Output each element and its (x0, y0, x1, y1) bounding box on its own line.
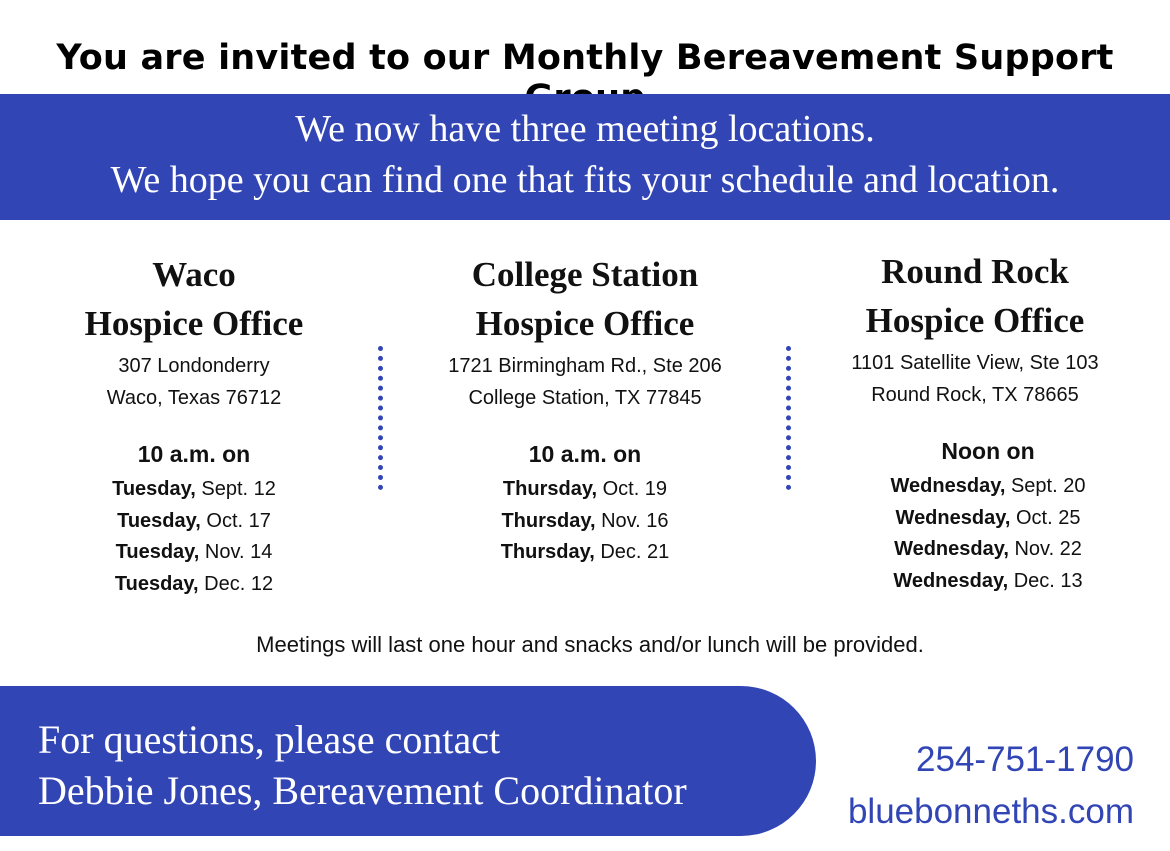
page-title: You are invited to our Monthly Bereavement Support (56, 38, 1114, 78)
meeting-time: 10 a.m. on (528, 441, 642, 467)
phone-number[interactable]: 254-751-1790 (916, 740, 1134, 779)
column-divider (786, 346, 791, 490)
locations-banner (0, 94, 1170, 220)
meeting-dates (24, 474, 364, 600)
date-item: Wednesday, Sept. 20 (890, 475, 1086, 497)
column-divider (378, 346, 383, 490)
address-line-2: Waco, Texas 76712 (106, 387, 282, 409)
date-item: Tuesday, Dec. 12 (114, 572, 274, 595)
address-line-1: 1721 Birmingham Rd., Ste 206 (448, 355, 722, 377)
address-line-2: College Station, TX 77845 (468, 387, 702, 409)
meeting-time: 10 a.m. on (137, 441, 251, 467)
location-name-line-2: Hospice Office (84, 304, 304, 343)
location-name-line-1: Waco (152, 255, 236, 294)
meeting-dates (405, 474, 765, 569)
banner-line-1: We now have three meeting locations. (295, 108, 875, 150)
contact-line-1: For questions, please contact (38, 717, 501, 762)
date-item: Thursday, Nov. 16 (501, 509, 669, 532)
date-item: Wednesday, Nov. 22 (894, 538, 1082, 560)
address-line-1: 1101 Satellite View, Ste 103 (851, 352, 1099, 374)
contact-banner (0, 686, 816, 836)
location-college-station (405, 250, 765, 569)
location-round-rock (800, 247, 1150, 597)
meeting-time: Noon on (941, 438, 1035, 464)
meeting-dates (826, 471, 1150, 597)
date-item: Wednesday, Dec. 13 (893, 569, 1083, 592)
meeting-note: Meetings will last one hour and snacks and/or lunch will be provided. (256, 632, 924, 657)
contact-line-2: Debbie Jones, Bereavement Coordinator (38, 768, 687, 813)
location-name-line-2: Hospice Office (475, 304, 695, 343)
location-name-line-2: Hospice Office (865, 301, 1085, 340)
contact-info (848, 734, 1134, 838)
address-line-2: Round Rock, TX 78665 (871, 384, 1079, 406)
address-line-1: 307 Londonderry (118, 355, 270, 377)
date-item: Tuesday, Sept. 12 (112, 478, 276, 500)
date-item: Tuesday, Nov. 14 (115, 541, 273, 563)
date-item: Thursday, Oct. 19 (502, 478, 668, 500)
website-link[interactable]: bluebonneths.com (847, 792, 1134, 831)
location-name-line-1: College Station (471, 255, 699, 294)
date-item: Tuesday, Oct. 17 (117, 509, 271, 532)
date-item: Wednesday, Oct. 25 (895, 506, 1081, 529)
location-waco (24, 250, 364, 600)
date-item: Thursday, Dec. 21 (500, 541, 670, 563)
location-name-line-1: Round Rock (881, 252, 1069, 291)
banner-line-2: We hope you can find one that fits your schedule and location. (110, 159, 1060, 201)
